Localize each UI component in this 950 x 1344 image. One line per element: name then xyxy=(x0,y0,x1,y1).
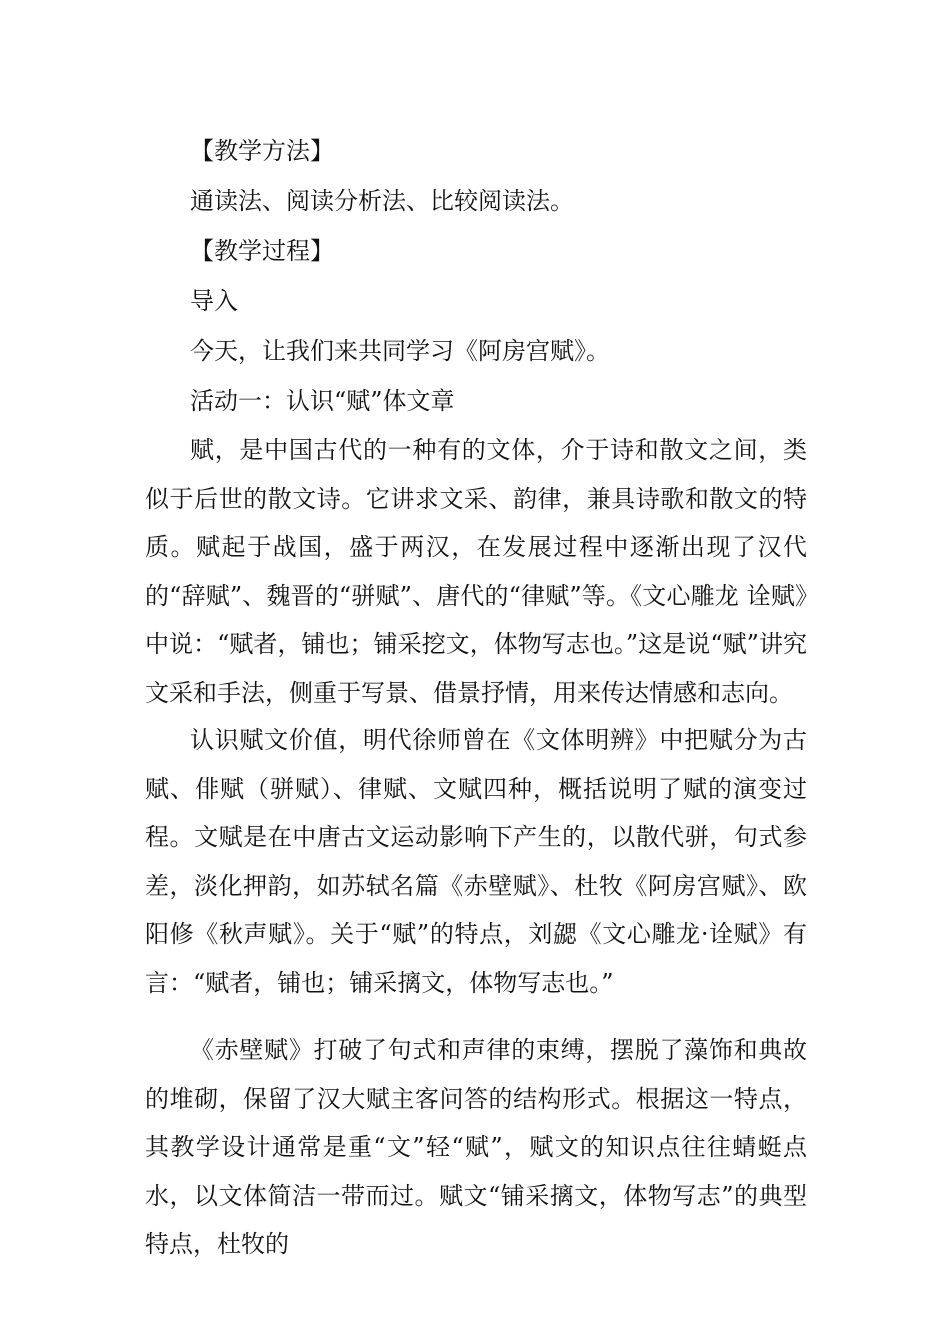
heading-teaching-method: 【教学方法】 xyxy=(190,137,334,165)
heading-teaching-process: 【教学过程】 xyxy=(190,237,334,265)
paragraph-fu-value: 认识赋文价值，明代徐师曾在《文体明辨》中把赋分为古赋、俳赋（骈赋）、律赋、文赋四种，概括说明了赋的演变过程。文赋是在中唐古文运动影响下产生的，以散代骈，句式参差，淡化押韵，如苏轼名篇《赤壁赋》、杜牧《阿房宫赋》、欧阳修《秋声赋》。关于“赋”的特点，刘勰《文心雕龙·诠赋》有言：“赋者，铺也；铺采摛文，体物写志也。” xyxy=(145,726,807,997)
intro-text: 今天，让我们来共同学习《阿房宫赋》。 xyxy=(190,337,610,365)
intro-label: 导入 xyxy=(190,287,238,315)
paragraph-chibi-fu: 《赤壁赋》打破了句式和声律的束缚，摆脱了藻饰和典故的堆砌，保留了汉大赋主客问答的结构形式。根据这一特点，其教学设计通常是重“文”轻“赋”，赋文的知识点往往蜻蜓点水，以文体简洁一带而过。赋文“铺采摛文，体物写志”的典型特点，杜牧的 xyxy=(145,1036,807,1259)
activity-one-title: 活动一：认识“赋”体文章 xyxy=(190,387,455,415)
teaching-method-text: 通读法、阅读分析法、比较阅读法。 xyxy=(190,187,574,215)
paragraph-fu-definition: 赋，是中国古代的一种有的文体，介于诗和散文之间，类似于后世的散文诗。它讲求文采、韵律，兼具诗歌和散文的特质。赋起于战国，盛于两汉，在发展过程中逐渐出现了汉代的“辞赋”、魏晋的“骈赋”、唐代的“律赋”等。《文心雕龙 诠赋》中说：“赋者，铺也；铺采挖文，体物写志也。”这是说“赋”讲究文采和手法，侧重于写景、借景抒情，用来传达情感和志向。 xyxy=(145,436,807,707)
